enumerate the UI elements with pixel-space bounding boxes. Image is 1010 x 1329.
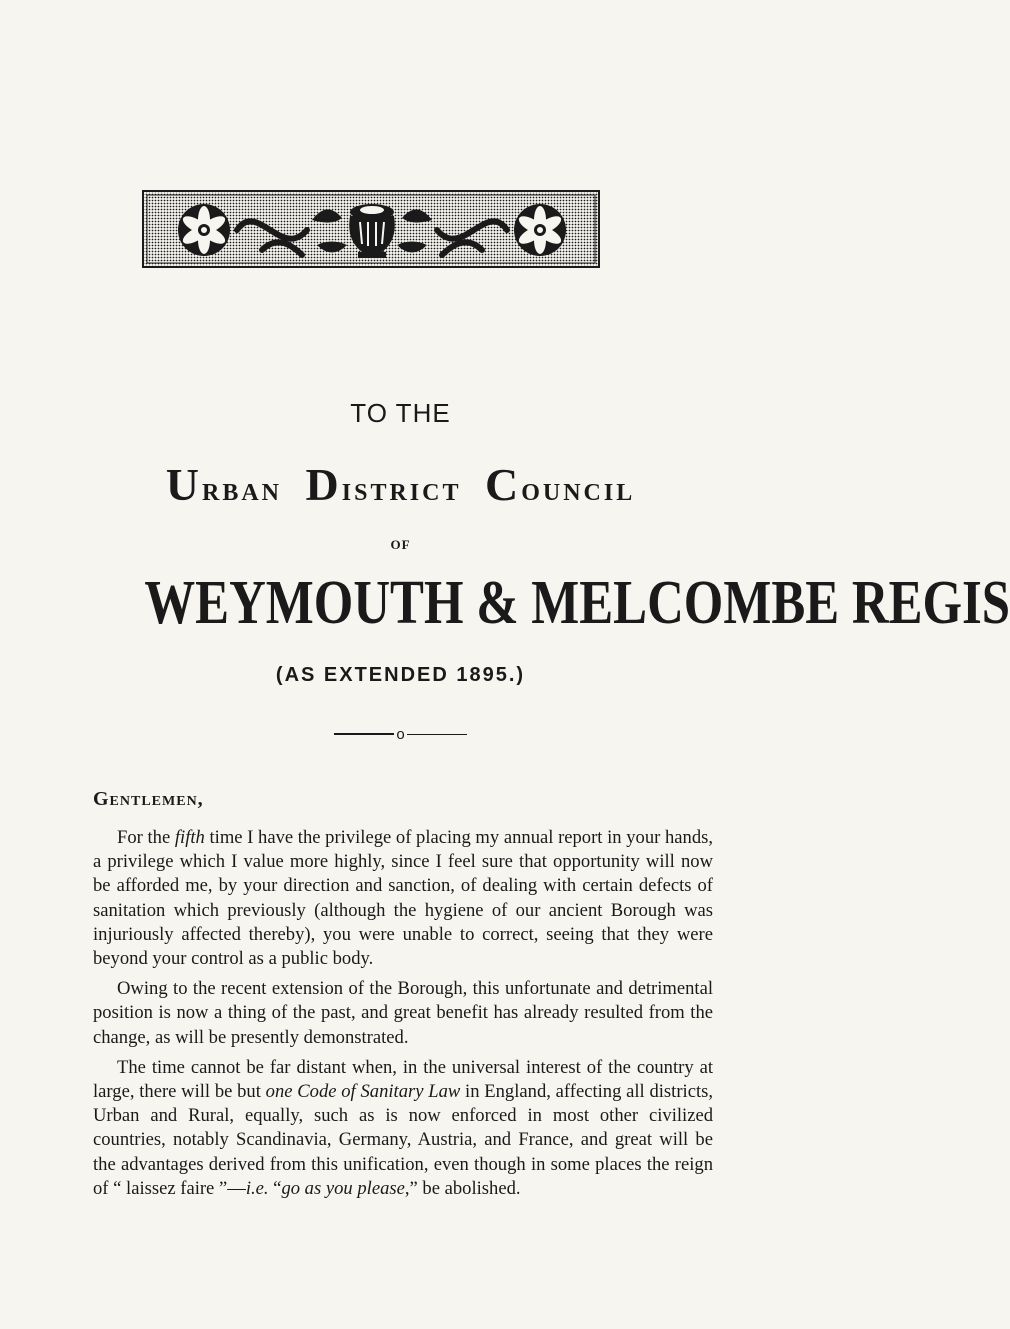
salutation: Gentlemen, bbox=[93, 788, 204, 810]
council-word-district: District bbox=[305, 459, 462, 510]
council-title bbox=[0, 458, 801, 511]
council-word-council: Council bbox=[484, 459, 636, 510]
divider-rule-left bbox=[334, 733, 394, 735]
divider-mark: o bbox=[396, 725, 405, 743]
dedication-to-the: TO THE bbox=[350, 398, 451, 428]
body-text bbox=[93, 826, 713, 1207]
council-word-urban: Urban bbox=[165, 459, 283, 510]
divider-rule-right bbox=[407, 734, 467, 735]
town-title: WEYMOUTH & MELCOMBE REGIS bbox=[144, 569, 1010, 637]
floral-headpiece-icon bbox=[142, 190, 602, 270]
extended-note: (AS EXTENDED 1895.) bbox=[275, 664, 526, 686]
paragraph-2: Owing to the recent extension of the Borough, this unfortunate and detrimental position is now a thing of the past, and great benefit has already resulted from the change, as will be presently demonstrated. bbox=[93, 978, 713, 1048]
of-label: OF bbox=[390, 537, 411, 552]
paragraph-3: The time cannot be far distant when, in the universal interest of the country at large, there will be but one Code of Sanitary Law in England, affecting all districts, Urban and Rural, equally, such as is now enforced in most other civilized countries, notably Scandinavia, Germany, Austria, and France, and great will be the advantages derived from this unification, even though in some places the reign of “ laissez faire ”—i.e. “go as you please,” be abolished. bbox=[93, 1056, 713, 1199]
paragraph-1: For the fifth time I have the privilege of placing my annual report in your hands, a privilege which I value more highly, since I feel sure that opportunity will now be afforded me, by your direction and sanction, of dealing with certain defects of sanitation which previously (although the hygiene of our ancient Borough was injuriously affected thereby), you were unable to correct, seeing that they were beyond your control as a public body. bbox=[93, 827, 714, 970]
section-divider bbox=[0, 725, 801, 743]
